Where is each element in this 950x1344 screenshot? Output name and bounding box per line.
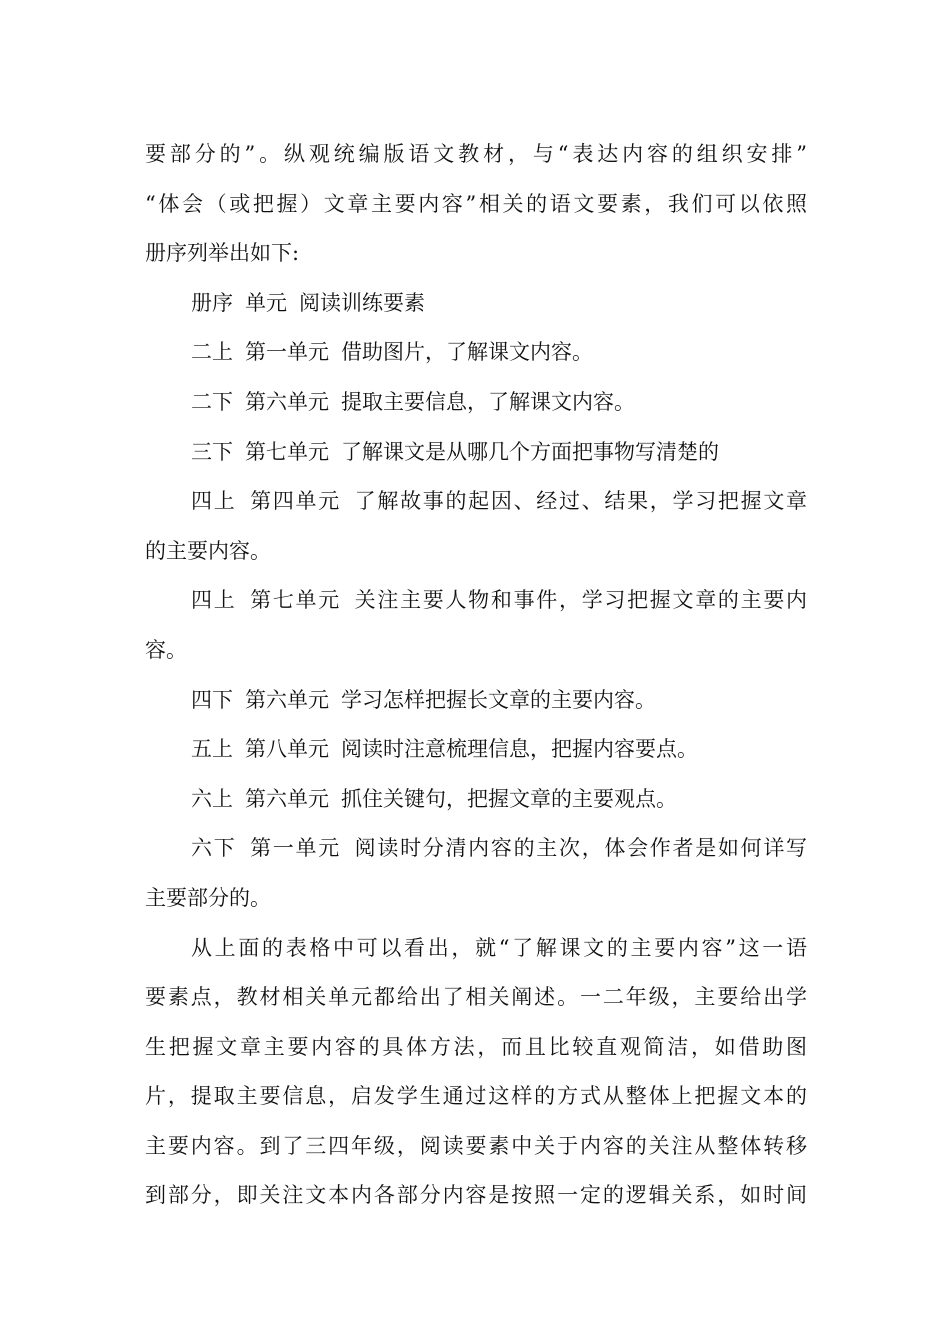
- table-row-continuation: 主要部分的。: [145, 885, 271, 910]
- row-unit: 第七单元: [248, 588, 341, 613]
- header-element: 阅读训练要素: [299, 290, 425, 315]
- table-row-continuation: 容。: [145, 637, 187, 662]
- row-element: 提取主要信息，了解课文内容。: [341, 389, 635, 414]
- row-unit: 第一单元: [245, 340, 329, 365]
- document-body: [145, 130, 807, 1221]
- row-grade: 二下: [191, 389, 233, 414]
- paragraph-line: 要部分的”。纵观统编版语文教材，与“表达内容的组织安排”: [145, 142, 807, 166]
- row-unit: 第六单元: [245, 389, 329, 414]
- table-row: [145, 477, 807, 527]
- row-grade: 六下: [191, 836, 237, 861]
- row-element: 阅读时分清内容的主次，体会作者是如何详写: [352, 836, 807, 861]
- row-grade: 五上: [191, 737, 233, 762]
- table-row-continuation: 的主要内容。: [145, 538, 271, 563]
- table-row: [145, 428, 807, 478]
- paragraph-line: 到部分，即关注文本内各部分内容是按照一定的逻辑关系，如时间: [145, 1183, 807, 1208]
- paragraph-line: 片，提取主要信息，启发学生通过这样的方式从整体上把握文本的: [145, 1084, 807, 1109]
- table-header-row: [145, 279, 807, 329]
- row-element: 学习怎样把握长文章的主要内容。: [341, 687, 656, 712]
- table-row: [145, 725, 807, 775]
- row-element: 抓住关键句，把握文章的主要观点。: [341, 786, 677, 811]
- row-element: 阅读时注意梳理信息，把握内容要点。: [341, 737, 698, 762]
- table-row: [145, 378, 807, 428]
- row-unit: 第一单元: [248, 836, 341, 861]
- table-row: [145, 824, 807, 874]
- header-grade: 册序: [191, 290, 233, 315]
- row-unit: 第六单元: [245, 786, 329, 811]
- row-grade: 六上: [191, 786, 233, 811]
- paragraph-line: 从上面的表格中可以看出，就“了解课文的主要内容”这一语: [191, 935, 807, 960]
- row-grade: 二上: [191, 340, 233, 365]
- paragraph-line: “体会（或把握）文章主要内容”相关的语文要素，我们可以依照: [145, 191, 807, 216]
- row-element: 关注主要人物和事件，学习把握文章的主要内: [352, 588, 807, 613]
- row-unit: 第八单元: [245, 737, 329, 762]
- table-row: [145, 775, 807, 825]
- row-unit: 第四单元: [248, 489, 341, 514]
- header-unit: 单元: [245, 290, 287, 315]
- paragraph-line: 生把握文章主要内容的具体方法，而且比较直观简洁，如借助图: [145, 1034, 807, 1059]
- row-grade: 四下: [191, 687, 233, 712]
- row-grade: 三下: [191, 439, 233, 464]
- row-element: 了解课文是从哪几个方面把事物写清楚的: [341, 439, 719, 464]
- row-unit: 第七单元: [245, 439, 329, 464]
- paragraph-line: 要素点，教材相关单元都给出了相关阐述。一二年级，主要给出学: [145, 985, 807, 1010]
- paragraph-line: 主要内容。到了三四年级，阅读要素中关于内容的关注从整体转移: [145, 1133, 807, 1158]
- table-row: [145, 676, 807, 726]
- table-row: [145, 576, 807, 626]
- row-grade: 四上: [191, 588, 237, 613]
- row-element: 借助图片，了解课文内容。: [341, 340, 593, 365]
- paragraph-line: 册序列举出如下:: [145, 241, 300, 266]
- row-unit: 第六单元: [245, 687, 329, 712]
- row-element: 了解故事的起因、经过、结果，学习把握文章: [352, 489, 807, 514]
- row-grade: 四上: [191, 489, 237, 514]
- table-row: [145, 328, 807, 378]
